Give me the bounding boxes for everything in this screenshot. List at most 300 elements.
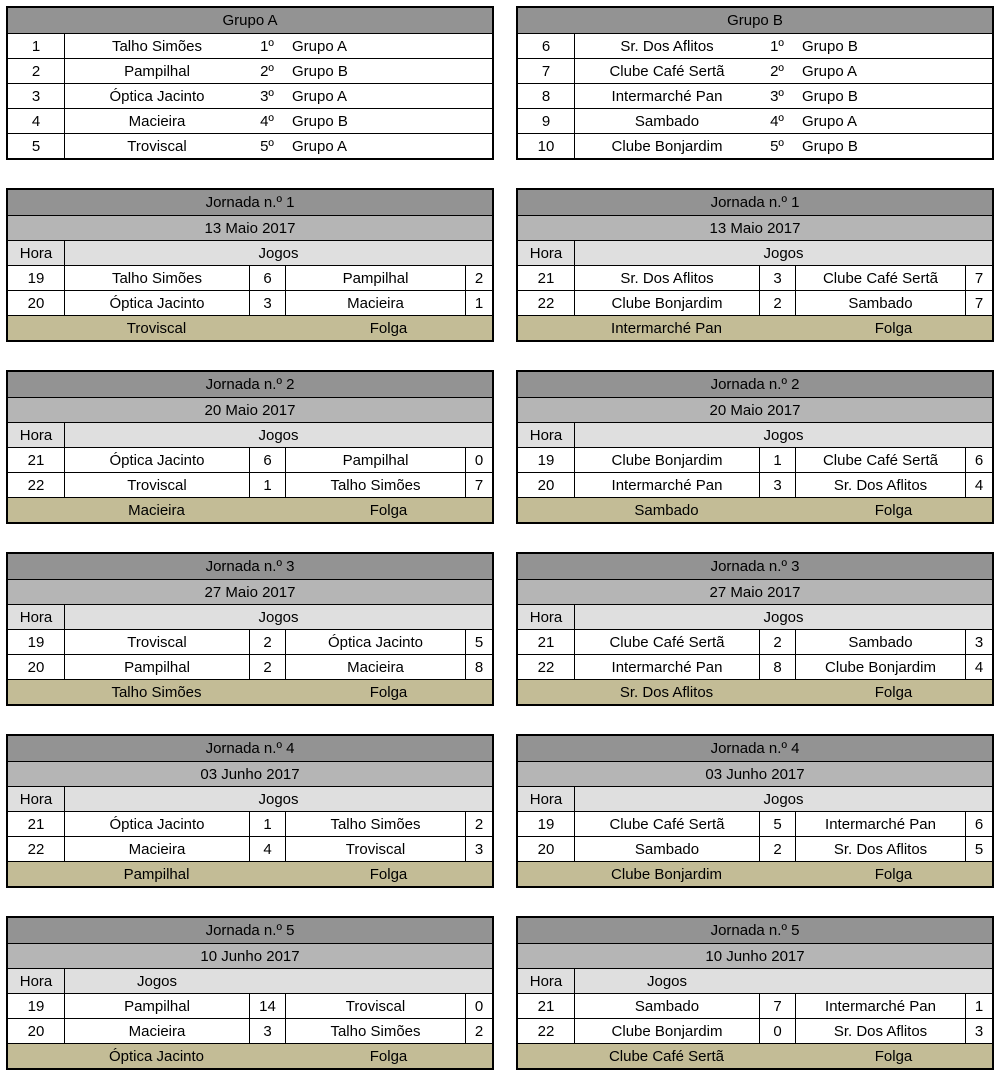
team-rank-cell: 5º <box>770 137 784 155</box>
table-row <box>518 33 992 58</box>
home-score-cell: 8 <box>759 655 795 679</box>
team-name-cell: Sr. Dos Aflitos <box>574 34 759 58</box>
header-row <box>8 604 492 629</box>
away-score-cell: 4 <box>965 473 992 497</box>
away-score-cell: 2 <box>465 1019 492 1043</box>
jornada-title: Jornada n.º 1 <box>205 194 295 211</box>
jogos-header-cell: Jogos <box>574 787 992 811</box>
away-score-cell: 3 <box>465 837 492 861</box>
home-team-cell: Macieira <box>64 837 249 861</box>
jornada-1-group-a-table <box>6 188 494 342</box>
folga-label-cell: Folga <box>369 1047 408 1065</box>
jornada-date-row <box>8 215 492 240</box>
jornada-title: Jornada n.º 5 <box>205 922 295 939</box>
table-row <box>518 133 992 158</box>
spacer-cell <box>249 969 492 993</box>
header-row <box>8 968 492 993</box>
jornada-title: Jornada n.º 4 <box>205 740 295 757</box>
folga-team-cell: Clube Bonjardim <box>611 865 722 883</box>
jornada-3-group-a-table <box>6 552 494 706</box>
away-score-cell: 0 <box>465 448 492 472</box>
home-score-cell: 0 <box>759 1019 795 1043</box>
home-score-cell: 2 <box>759 630 795 654</box>
spacer-cell <box>249 680 285 704</box>
team-number-cell: 9 <box>541 112 551 130</box>
hora-cell: 21 <box>27 451 45 469</box>
away-score-cell: 3 <box>965 1019 992 1043</box>
spacer-cell <box>759 862 795 886</box>
spacer-cell <box>249 498 285 522</box>
away-score-cell: 5 <box>465 630 492 654</box>
away-score-cell: 7 <box>965 291 992 315</box>
folga-row <box>518 1043 992 1068</box>
hora-header-cell: Hora <box>19 244 53 262</box>
team-group-cell: Grupo A <box>292 37 348 55</box>
away-team-cell: Pampilhal <box>285 266 465 290</box>
away-team-cell: Clube Bonjardim <box>795 655 965 679</box>
folga-team-cell: Sambado <box>634 501 699 519</box>
hora-header-cell: Hora <box>529 972 563 990</box>
jogos-header-cell: Jogos <box>574 423 992 447</box>
away-score-cell: 7 <box>465 473 492 497</box>
jornada-title: Jornada n.º 2 <box>205 376 295 393</box>
hora-cell: 20 <box>27 294 45 312</box>
away-team-cell: Sr. Dos Aflitos <box>795 837 965 861</box>
away-team-cell: Sambado <box>795 291 965 315</box>
jornada-4-group-a-table <box>6 734 494 888</box>
jornada-date: 13 Maio 2017 <box>204 219 296 237</box>
home-score-cell: 1 <box>249 473 285 497</box>
game-row <box>518 290 992 315</box>
table-row <box>518 108 992 133</box>
team-group-cell: Grupo A <box>802 112 858 130</box>
away-score-cell: 1 <box>965 994 992 1018</box>
away-score-cell: 4 <box>965 655 992 679</box>
jogos-header-cell: Jogos <box>64 605 492 629</box>
home-team-cell: Macieira <box>64 1019 249 1043</box>
hora-header-cell: Hora <box>19 426 53 444</box>
hora-header-cell: Hora <box>529 790 563 808</box>
away-team-cell: Intermarché Pan <box>795 994 965 1018</box>
folga-label-cell: Folga <box>874 865 913 883</box>
hora-cell: 22 <box>537 1022 555 1040</box>
home-score-cell: 1 <box>249 812 285 836</box>
team-rank-cell: 4º <box>770 112 784 130</box>
folga-label-cell: Folga <box>369 865 408 883</box>
home-team-cell: Intermarché Pan <box>574 655 759 679</box>
spacer-cell <box>518 680 574 704</box>
spacer-cell <box>518 1044 574 1068</box>
folga-team-cell: Intermarché Pan <box>611 319 722 337</box>
team-rank-cell: 2º <box>260 62 274 80</box>
jornada-date: 03 Junho 2017 <box>705 765 805 783</box>
team-rank-cell: 1º <box>770 37 784 55</box>
away-score-cell: 5 <box>965 837 992 861</box>
away-score-cell: 2 <box>465 266 492 290</box>
folga-label-cell: Folga <box>369 501 408 519</box>
spacer-cell <box>249 1044 285 1068</box>
team-name-cell: Talho Simões <box>64 34 249 58</box>
team-number-cell: 2 <box>31 62 41 80</box>
jornada-title-row <box>518 190 992 215</box>
folga-team-cell: Macieira <box>128 501 185 519</box>
home-team-cell: Óptica Jacinto <box>64 812 249 836</box>
spacer-cell <box>8 862 64 886</box>
team-number-cell: 10 <box>537 137 555 155</box>
away-team-cell: Óptica Jacinto <box>285 630 465 654</box>
folga-row <box>8 1043 492 1068</box>
hora-cell: 21 <box>27 815 45 833</box>
hora-cell: 19 <box>27 633 45 651</box>
folga-team-cell: Clube Café Sertã <box>608 1047 725 1065</box>
team-group-cell: Grupo A <box>292 87 348 105</box>
away-team-cell: Talho Simões <box>285 1019 465 1043</box>
home-score-cell: 2 <box>759 837 795 861</box>
away-score-cell: 3 <box>965 630 992 654</box>
table-row <box>518 83 992 108</box>
team-number-cell: 1 <box>31 37 41 55</box>
jornada-title: Jornada n.º 4 <box>710 740 800 757</box>
home-team-cell: Clube Bonjardim <box>574 1019 759 1043</box>
team-rank-cell: 3º <box>770 87 784 105</box>
home-team-cell: Sambado <box>574 994 759 1018</box>
hora-cell: 19 <box>537 815 555 833</box>
jornada-title: Jornada n.º 3 <box>205 558 295 575</box>
jornada-4-group-b-table <box>516 734 994 888</box>
home-team-cell: Talho Simões <box>64 266 249 290</box>
jornada-1-group-b-table <box>516 188 994 342</box>
hora-header-cell: Hora <box>19 608 53 626</box>
team-group-cell: Grupo B <box>292 112 348 130</box>
team-number-cell: 8 <box>541 87 551 105</box>
jornada-title: Jornada n.º 1 <box>710 194 800 211</box>
spacer-cell <box>759 1044 795 1068</box>
spacer-cell <box>8 316 64 340</box>
jogos-header-cell: Jogos <box>64 423 492 447</box>
away-team-cell: Troviscal <box>285 837 465 861</box>
away-team-cell: Troviscal <box>285 994 465 1018</box>
jogos-header-cell: Jogos <box>574 241 992 265</box>
game-row <box>8 472 492 497</box>
team-name-cell: Clube Bonjardim <box>574 134 759 158</box>
hora-cell: 19 <box>27 997 45 1015</box>
game-row <box>518 654 992 679</box>
team-group-cell: Grupo B <box>802 37 858 55</box>
away-team-cell: Sr. Dos Aflitos <box>795 473 965 497</box>
folga-team-cell: Pampilhal <box>123 865 190 883</box>
hora-cell: 20 <box>27 1022 45 1040</box>
team-group-cell: Grupo B <box>292 62 348 80</box>
jornada-date: 10 Junho 2017 <box>200 947 300 965</box>
game-row <box>8 447 492 472</box>
away-score-cell: 1 <box>465 291 492 315</box>
hora-cell: 21 <box>537 997 555 1015</box>
home-score-cell: 14 <box>249 994 285 1018</box>
spacer-cell <box>8 680 64 704</box>
home-score-cell: 2 <box>249 655 285 679</box>
spacer-cell <box>759 969 992 993</box>
folga-team-cell: Troviscal <box>126 319 187 337</box>
group-title: Grupo B <box>727 12 783 29</box>
jornada-title-row <box>518 554 992 579</box>
jornada-date-row <box>8 397 492 422</box>
hora-cell: 22 <box>27 476 45 494</box>
home-score-cell: 3 <box>759 266 795 290</box>
group-title-row <box>518 8 992 33</box>
header-row <box>518 968 992 993</box>
jornada-date-row <box>518 397 992 422</box>
folga-team-cell: Sr. Dos Aflitos <box>619 683 714 701</box>
jornada-title: Jornada n.º 2 <box>710 376 800 393</box>
folga-label-cell: Folga <box>369 683 408 701</box>
spacer-cell <box>518 316 574 340</box>
game-row <box>8 811 492 836</box>
home-team-cell: Sr. Dos Aflitos <box>574 266 759 290</box>
team-number-cell: 3 <box>31 87 41 105</box>
jogos-header-cell: Jogos <box>574 969 759 993</box>
spacer-cell <box>518 498 574 522</box>
home-score-cell: 2 <box>249 630 285 654</box>
spacer-cell <box>759 498 795 522</box>
home-score-cell: 6 <box>249 448 285 472</box>
spacer-cell <box>759 316 795 340</box>
header-row <box>518 422 992 447</box>
home-score-cell: 7 <box>759 994 795 1018</box>
hora-cell: 20 <box>537 840 555 858</box>
away-score-cell: 0 <box>465 994 492 1018</box>
team-group-cell: Grupo B <box>802 87 858 105</box>
hora-cell: 22 <box>537 658 555 676</box>
home-team-cell: Óptica Jacinto <box>64 291 249 315</box>
team-rank-cell: 2º <box>770 62 784 80</box>
hora-cell: 21 <box>537 633 555 651</box>
folga-row <box>518 315 992 340</box>
spacer-cell <box>249 862 285 886</box>
jornada-date: 10 Junho 2017 <box>705 947 805 965</box>
folga-label-cell: Folga <box>369 319 408 337</box>
folga-row <box>8 497 492 522</box>
away-team-cell: Clube Café Sertã <box>795 448 965 472</box>
away-score-cell: 6 <box>965 812 992 836</box>
header-row <box>8 786 492 811</box>
folga-label-cell: Folga <box>874 319 913 337</box>
header-row <box>518 786 992 811</box>
table-row <box>8 108 492 133</box>
home-team-cell: Troviscal <box>64 630 249 654</box>
jornada-date: 20 Maio 2017 <box>204 401 296 419</box>
folga-row <box>8 861 492 886</box>
home-score-cell: 2 <box>759 291 795 315</box>
team-rank-cell: 1º <box>260 37 274 55</box>
home-team-cell: Clube Café Sertã <box>574 812 759 836</box>
group-a-table <box>6 6 494 160</box>
team-number-cell: 5 <box>31 137 41 155</box>
jornada-title-row <box>8 554 492 579</box>
home-team-cell: Intermarché Pan <box>574 473 759 497</box>
jogos-header-cell: Jogos <box>574 605 992 629</box>
team-name-cell: Pampilhal <box>64 59 249 83</box>
hora-header-cell: Hora <box>19 790 53 808</box>
home-score-cell: 1 <box>759 448 795 472</box>
team-number-cell: 7 <box>541 62 551 80</box>
away-team-cell: Clube Café Sertã <box>795 266 965 290</box>
jornada-title-row <box>8 736 492 761</box>
away-team-cell: Talho Simões <box>285 473 465 497</box>
away-team-cell: Talho Simões <box>285 812 465 836</box>
hora-cell: 20 <box>537 476 555 494</box>
folga-row <box>8 679 492 704</box>
home-score-cell: 3 <box>249 1019 285 1043</box>
away-score-cell: 7 <box>965 266 992 290</box>
jornada-date: 13 Maio 2017 <box>709 219 801 237</box>
table-row <box>8 133 492 158</box>
folga-row <box>518 861 992 886</box>
home-team-cell: Clube Bonjardim <box>574 291 759 315</box>
team-group-cell: Grupo A <box>802 62 858 80</box>
jogos-header-cell: Jogos <box>64 241 492 265</box>
spacer-cell <box>8 498 64 522</box>
team-rank-cell: 3º <box>260 87 274 105</box>
group-title: Grupo A <box>222 12 278 29</box>
home-score-cell: 3 <box>759 473 795 497</box>
hora-header-cell: Hora <box>529 426 563 444</box>
home-score-cell: 4 <box>249 837 285 861</box>
away-team-cell: Pampilhal <box>285 448 465 472</box>
jornada-5-group-a-table <box>6 916 494 1070</box>
table-row <box>8 58 492 83</box>
hora-header-cell: Hora <box>19 972 53 990</box>
jornada-title: Jornada n.º 5 <box>710 922 800 939</box>
header-row <box>8 422 492 447</box>
jornada-date: 27 Maio 2017 <box>204 583 296 601</box>
home-score-cell: 5 <box>759 812 795 836</box>
table-row <box>8 83 492 108</box>
spacer-cell <box>518 862 574 886</box>
jornada-date-row <box>8 579 492 604</box>
folga-row <box>518 679 992 704</box>
home-team-cell: Troviscal <box>64 473 249 497</box>
away-team-cell: Intermarché Pan <box>795 812 965 836</box>
jornada-date: 03 Junho 2017 <box>200 765 300 783</box>
home-score-cell: 3 <box>249 291 285 315</box>
jornada-2-group-b-table <box>516 370 994 524</box>
team-name-cell: Troviscal <box>64 134 249 158</box>
folga-row <box>518 497 992 522</box>
jornada-3-group-b-table <box>516 552 994 706</box>
away-team-cell: Sr. Dos Aflitos <box>795 1019 965 1043</box>
away-score-cell: 8 <box>465 655 492 679</box>
away-score-cell: 6 <box>965 448 992 472</box>
folga-team-cell: Óptica Jacinto <box>108 1047 205 1065</box>
away-team-cell: Sambado <box>795 630 965 654</box>
team-name-cell: Macieira <box>64 109 249 133</box>
jornada-date-row <box>518 215 992 240</box>
game-row <box>8 993 492 1018</box>
jornada-title-row <box>518 918 992 943</box>
jornada-title-row <box>518 372 992 397</box>
team-name-cell: Sambado <box>574 109 759 133</box>
folga-label-cell: Folga <box>874 1047 913 1065</box>
home-team-cell: Óptica Jacinto <box>64 448 249 472</box>
hora-cell: 19 <box>27 269 45 287</box>
game-row <box>8 836 492 861</box>
hora-header-cell: Hora <box>529 608 563 626</box>
jornada-title-row <box>8 918 492 943</box>
away-team-cell: Macieira <box>285 655 465 679</box>
team-number-cell: 6 <box>541 37 551 55</box>
game-row <box>8 265 492 290</box>
jornada-date-row <box>8 943 492 968</box>
game-row <box>518 811 992 836</box>
game-row <box>518 836 992 861</box>
group-title-row <box>8 8 492 33</box>
header-row <box>518 604 992 629</box>
jornada-title-row <box>8 190 492 215</box>
home-team-cell: Clube Bonjardim <box>574 448 759 472</box>
away-score-cell: 2 <box>465 812 492 836</box>
jornada-2-group-a-table <box>6 370 494 524</box>
team-name-cell: Intermarché Pan <box>574 84 759 108</box>
game-row <box>8 629 492 654</box>
group-b-table <box>516 6 994 160</box>
game-row <box>518 265 992 290</box>
team-rank-cell: 4º <box>260 112 274 130</box>
game-row <box>518 993 992 1018</box>
spacer-cell <box>759 680 795 704</box>
folga-label-cell: Folga <box>874 683 913 701</box>
jornada-date: 20 Maio 2017 <box>709 401 801 419</box>
game-row <box>8 654 492 679</box>
game-row <box>8 290 492 315</box>
home-score-cell: 6 <box>249 266 285 290</box>
jornada-date: 27 Maio 2017 <box>709 583 801 601</box>
hora-cell: 19 <box>537 451 555 469</box>
table-row <box>8 33 492 58</box>
folga-label-cell: Folga <box>874 501 913 519</box>
jornada-title: Jornada n.º 3 <box>710 558 800 575</box>
team-group-cell: Grupo A <box>292 137 348 155</box>
jornada-title-row <box>518 736 992 761</box>
hora-cell: 22 <box>27 840 45 858</box>
game-row <box>518 1018 992 1043</box>
hora-cell: 20 <box>27 658 45 676</box>
spacer-cell <box>249 316 285 340</box>
jornada-date-row <box>8 761 492 786</box>
folga-team-cell: Talho Simões <box>111 683 202 701</box>
home-team-cell: Clube Café Sertã <box>574 630 759 654</box>
home-team-cell: Sambado <box>574 837 759 861</box>
header-row <box>8 240 492 265</box>
home-team-cell: Pampilhal <box>64 994 249 1018</box>
team-name-cell: Óptica Jacinto <box>64 84 249 108</box>
jogos-header-cell: Jogos <box>64 787 492 811</box>
team-group-cell: Grupo B <box>802 137 858 155</box>
jornada-5-group-b-table <box>516 916 994 1070</box>
hora-header-cell: Hora <box>529 244 563 262</box>
home-team-cell: Pampilhal <box>64 655 249 679</box>
team-name-cell: Clube Café Sertã <box>574 59 759 83</box>
folga-row <box>8 315 492 340</box>
spacer-cell <box>8 1044 64 1068</box>
team-rank-cell: 5º <box>260 137 274 155</box>
jogos-header-cell: Jogos <box>64 969 249 993</box>
game-row <box>518 472 992 497</box>
header-row <box>518 240 992 265</box>
hora-cell: 22 <box>537 294 555 312</box>
away-team-cell: Macieira <box>285 291 465 315</box>
hora-cell: 21 <box>537 269 555 287</box>
game-row <box>518 629 992 654</box>
